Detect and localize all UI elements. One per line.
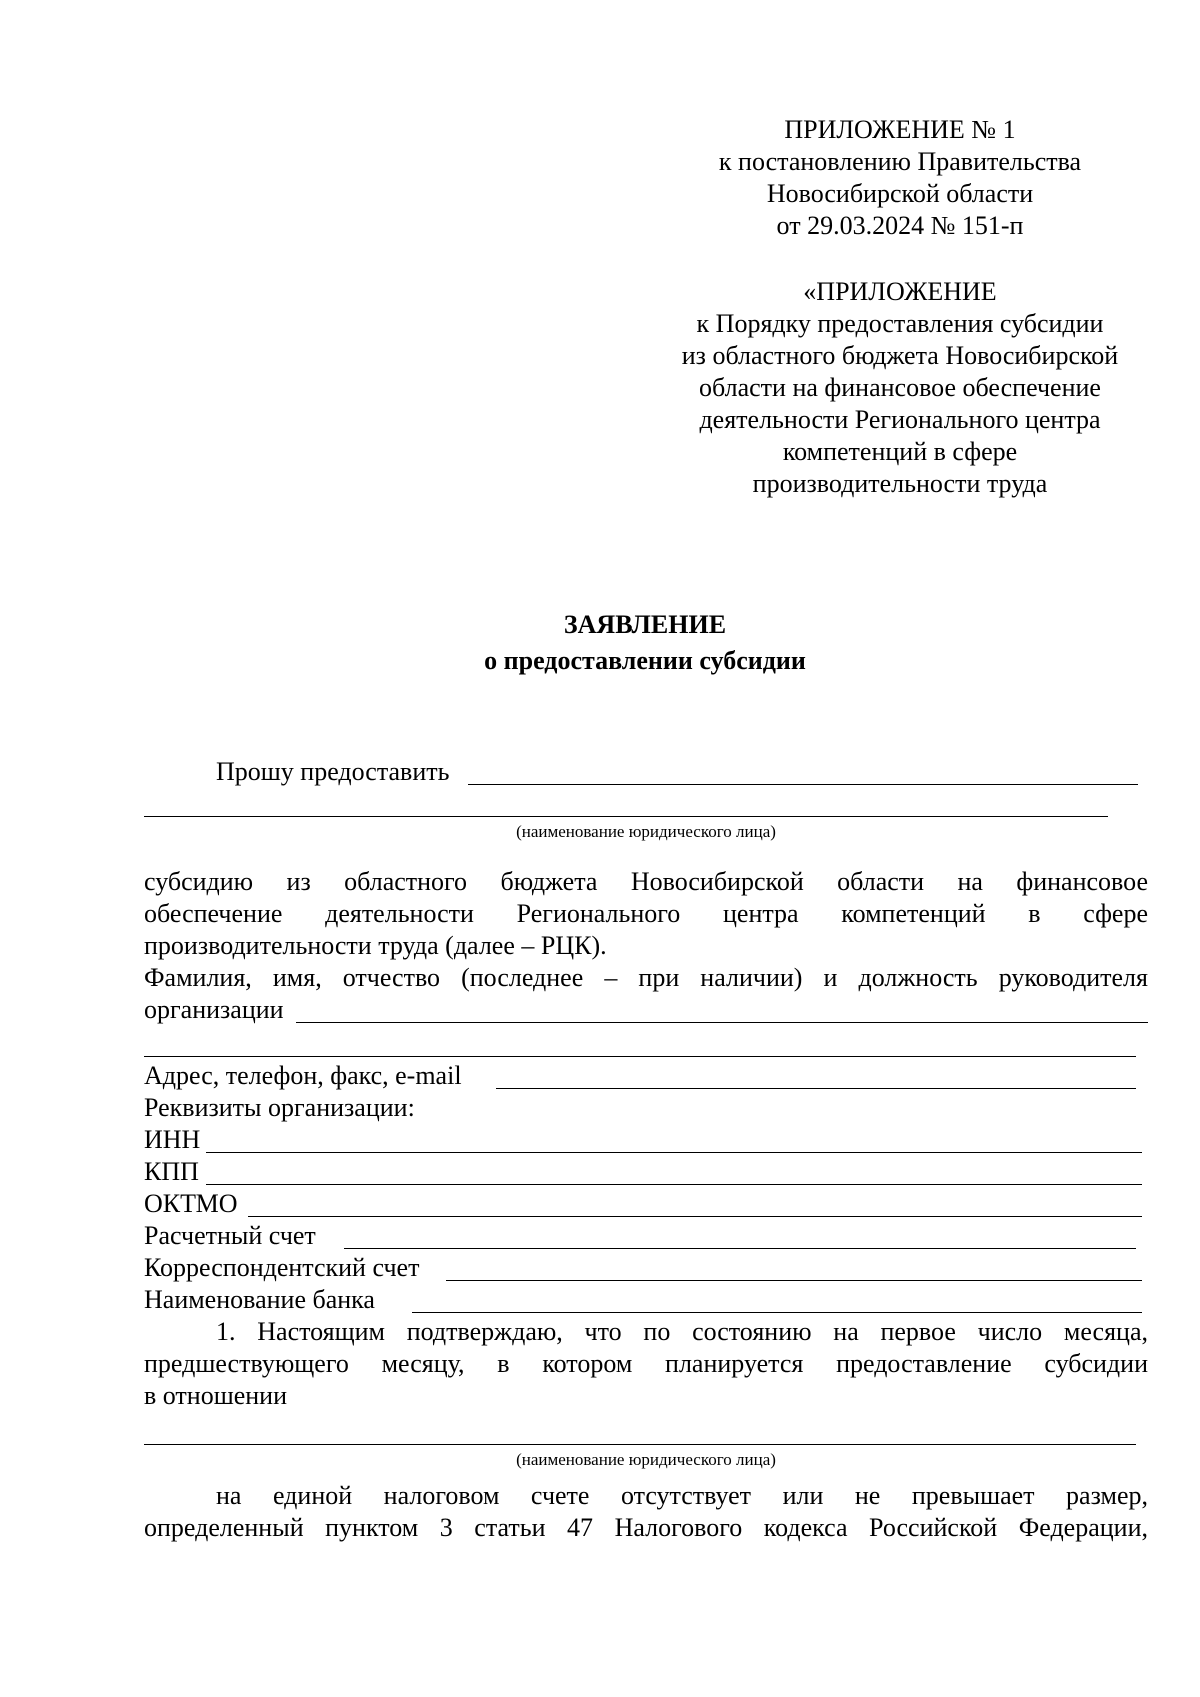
document-subtitle: о предоставлении субсидии <box>484 646 806 675</box>
oktmo-label: ОКТМО <box>144 1189 238 1218</box>
appendix-number: ПРИЛОЖЕНИЕ № 1 <box>784 115 1016 144</box>
corr-account-label: Корреспондентский счет <box>144 1253 420 1282</box>
head-field-2[interactable] <box>144 1056 1136 1057</box>
inn-field[interactable] <box>206 1152 1142 1153</box>
document-title: ЗАЯВЛЕНИЕ <box>563 610 727 639</box>
inn-label: ИНН <box>144 1125 201 1154</box>
bank-label: Наименование банка <box>144 1285 375 1314</box>
corr-account-field[interactable] <box>446 1280 1142 1281</box>
procedure-line: из областного бюджета Новосибирской <box>681 341 1119 370</box>
head-field-1[interactable] <box>296 1022 1148 1023</box>
paragraph-line: субсидию из областного бюджета Новосибирской области на финансовое <box>144 867 1148 896</box>
appendix-resolution: к постановлению Правительства <box>718 147 1082 176</box>
paragraph-line: обеспечение деятельности Регионального центра компетенций в сфере <box>144 899 1148 928</box>
head-label: Фамилия, имя, отчество (последнее – при наличии) и должность руководителя <box>144 963 1148 992</box>
oktmo-field[interactable] <box>248 1216 1142 1217</box>
legal-entity-field-2[interactable] <box>144 816 1108 817</box>
procedure-line: области на финансовое обеспечение <box>699 373 1101 402</box>
appendix-header <box>640 114 1160 242</box>
requisites-label: Реквизиты организации: <box>144 1093 415 1122</box>
appendix-date-number: от 29.03.2024 № 151-п <box>776 211 1024 240</box>
procedure-line: компетенций в сфере <box>782 437 1018 466</box>
appendix-region: Новосибирской области <box>766 179 1034 208</box>
item1-line: предшествующего месяцу, в котором планируется предоставление субсидии <box>144 1349 1148 1378</box>
address-field[interactable] <box>496 1088 1136 1089</box>
legal-entity-caption: (наименование юридического лица) <box>516 822 776 841</box>
procedure-line: к Порядку предоставления субсидии <box>696 309 1104 338</box>
tax-line: на единой налоговом счете отсутствует или не превышает размер, <box>216 1481 1148 1510</box>
procedure-line: деятельности Регионального центра <box>699 405 1101 434</box>
item1-line: 1. Настоящим подтверждаю, что по состоянию на первое число месяца, <box>216 1317 1148 1346</box>
legal-entity-caption-2: (наименование юридического лица) <box>516 1450 776 1469</box>
legal-entity-field-1[interactable] <box>468 784 1138 785</box>
procedure-line: производительности труда <box>752 469 1048 498</box>
legal-entity-field-3[interactable] <box>144 1444 1136 1445</box>
bank-field[interactable] <box>412 1312 1142 1313</box>
paragraph-line: производительности труда (далее – РЦК). <box>144 931 607 960</box>
address-label: Адрес, телефон, факс, e-mail <box>144 1061 462 1090</box>
procedure-appendix-header <box>640 276 1160 500</box>
account-label: Расчетный счет <box>144 1221 316 1250</box>
tax-line: определенный пунктом 3 статьи 47 Налогового кодекса Российской Федерации, <box>144 1513 1148 1542</box>
kpp-label: КПП <box>144 1157 199 1186</box>
account-field[interactable] <box>344 1248 1136 1249</box>
item1-line: в отношении <box>144 1381 288 1410</box>
request-label: Прошу предоставить <box>216 757 450 786</box>
procedure-appendix-title: «ПРИЛОЖЕНИЕ <box>803 277 997 306</box>
kpp-field[interactable] <box>206 1184 1142 1185</box>
organization-label: организации <box>144 995 284 1024</box>
